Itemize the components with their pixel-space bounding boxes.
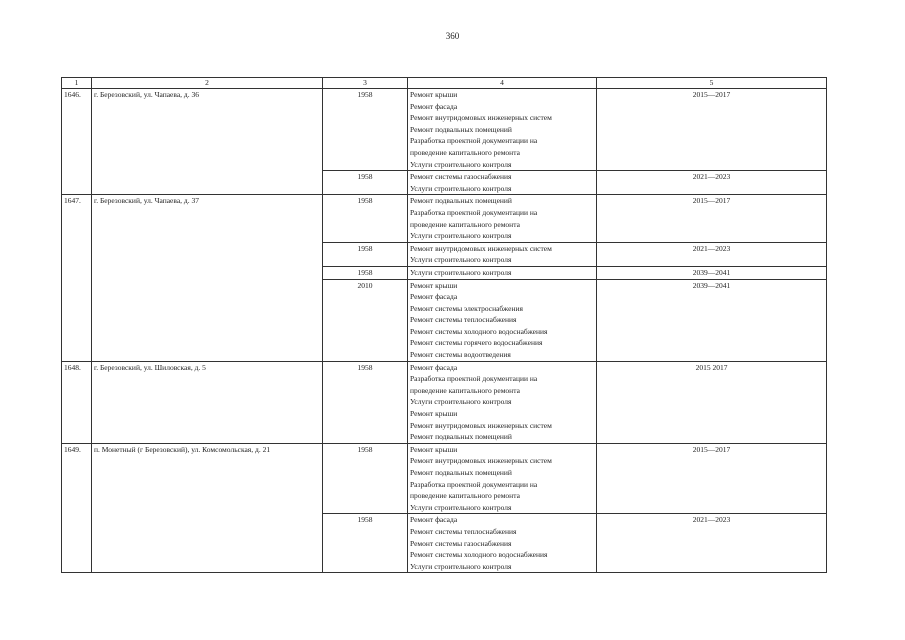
work-item: Ремонт системы газоснабжения	[410, 538, 512, 548]
build-year: 2010	[323, 279, 408, 361]
build-year: 1958	[323, 266, 408, 279]
repair-period: 2015—2017	[597, 89, 827, 171]
work-item: Ремонт фасада	[410, 362, 458, 372]
table-body	[62, 89, 827, 573]
entry-address: г. Березовский, ул. Чапаева, д. 37	[92, 195, 323, 361]
build-year: 1958	[323, 89, 408, 171]
table-row	[62, 89, 827, 171]
works-list	[408, 195, 597, 242]
work-item: проведение капитального ремонта	[410, 219, 520, 229]
work-item: Ремонт подвальных помещений	[410, 468, 512, 477]
work-item: Разработка проектной документации на	[410, 374, 538, 384]
work-item: Ремонт фасада	[410, 292, 458, 302]
work-item: Разработка проектной документации на	[410, 207, 538, 217]
work-item: Услуги строительного контроля	[410, 231, 512, 241]
repair-period: 2021—2023	[597, 171, 827, 195]
work-item: Ремонт внутридомовых инженерных систем	[410, 420, 552, 430]
work-item: Ремонт крыши	[410, 409, 458, 419]
entry-number: 1648.	[62, 361, 92, 443]
work-item: Ремонт фасада	[410, 515, 458, 525]
entry-number: 1649.	[62, 443, 92, 573]
build-year: 1958	[323, 443, 408, 514]
work-item: Услуги строительного контроля	[410, 267, 512, 277]
column-number-row	[62, 78, 827, 89]
works-list	[408, 514, 597, 573]
work-item: Ремонт внутридомовых инженерных систем	[410, 243, 552, 253]
work-item: Ремонт системы водоотведения	[410, 350, 511, 360]
column-header: 3	[323, 78, 408, 89]
repair-period: 2039—2041	[597, 279, 827, 361]
works-list	[408, 443, 597, 514]
build-year: 1958	[323, 242, 408, 266]
work-item: Ремонт крыши	[410, 90, 458, 99]
works-list	[408, 89, 597, 171]
table-row	[62, 443, 827, 514]
entry-address: г. Березовский, ул. Шиловская, д. 5	[92, 361, 323, 443]
works-list	[408, 171, 597, 195]
column-header: 5	[597, 78, 827, 89]
repair-period: 2021—2023	[597, 514, 827, 573]
repair-period: 2015—2017	[597, 443, 827, 514]
work-item: Ремонт внутридомовых инженерных систем	[410, 456, 552, 466]
entry-address: п. Монетный (г Березовский), ул. Комсомольская, д. 21	[92, 443, 323, 573]
repair-period: 2015—2017	[597, 195, 827, 242]
work-item: проведение капитального ремонта	[410, 147, 520, 157]
work-item: Ремонт фасада	[410, 101, 458, 111]
work-item: проведение капитального ремонта	[410, 491, 520, 501]
table-row	[62, 361, 827, 443]
work-item: Ремонт подвальных помещений	[410, 124, 512, 134]
build-year: 1958	[323, 514, 408, 573]
work-item: Ремонт системы газоснабжения	[410, 172, 512, 182]
entry-number: 1647.	[62, 195, 92, 361]
work-item: Услуги строительного контроля	[410, 183, 512, 193]
entry-address: г. Березовский, ул. Чапаева, д. 36	[92, 89, 323, 195]
work-item: Ремонт подвальных помещений	[410, 196, 512, 206]
work-item: Услуги строительного контроля	[410, 561, 512, 571]
column-header: 2	[92, 78, 323, 89]
repair-schedule-table	[61, 77, 827, 573]
work-item: Ремонт крыши	[410, 280, 458, 290]
build-year: 1958	[323, 195, 408, 242]
works-list	[408, 242, 597, 266]
works-list	[408, 266, 597, 279]
work-item: Ремонт системы горячего водоснабжения	[410, 338, 543, 348]
repair-period: 2021—2023	[597, 242, 827, 266]
entry-number: 1646.	[62, 89, 92, 195]
works-list	[408, 279, 597, 361]
work-item: Услуги строительного контроля	[410, 397, 512, 407]
work-item: Ремонт внутридомовых инженерных систем	[410, 113, 552, 123]
work-item: Ремонт системы теплоснабжения	[410, 315, 517, 325]
repair-period: 2015 2017	[597, 361, 827, 443]
repair-period: 2039—2041	[597, 266, 827, 279]
work-item: Ремонт крыши	[410, 444, 458, 454]
work-item: Услуги строительного контроля	[410, 159, 512, 169]
work-item: Разработка проектной документации на	[410, 136, 538, 146]
work-item: проведение капитального ремонта	[410, 385, 520, 395]
column-header: 4	[408, 78, 597, 89]
work-item: Ремонт системы холодного водоснабжения	[410, 550, 548, 560]
table-row	[62, 195, 827, 242]
work-item: Услуги строительного контроля	[410, 255, 512, 265]
work-item: Ремонт системы электроснабжения	[410, 303, 523, 313]
work-item: Ремонт подвальных помещений	[410, 432, 512, 442]
page-number: 360	[445, 31, 460, 41]
column-header: 1	[62, 78, 92, 89]
work-item: Разработка проектной документации на	[410, 479, 538, 489]
build-year: 1958	[323, 171, 408, 195]
work-item: Ремонт системы теплоснабжения	[410, 526, 517, 536]
work-item: Ремонт системы холодного водоснабжения	[410, 326, 548, 336]
build-year: 1958	[323, 361, 408, 443]
works-list	[408, 361, 597, 443]
work-item: Услуги строительного контроля	[410, 502, 512, 512]
